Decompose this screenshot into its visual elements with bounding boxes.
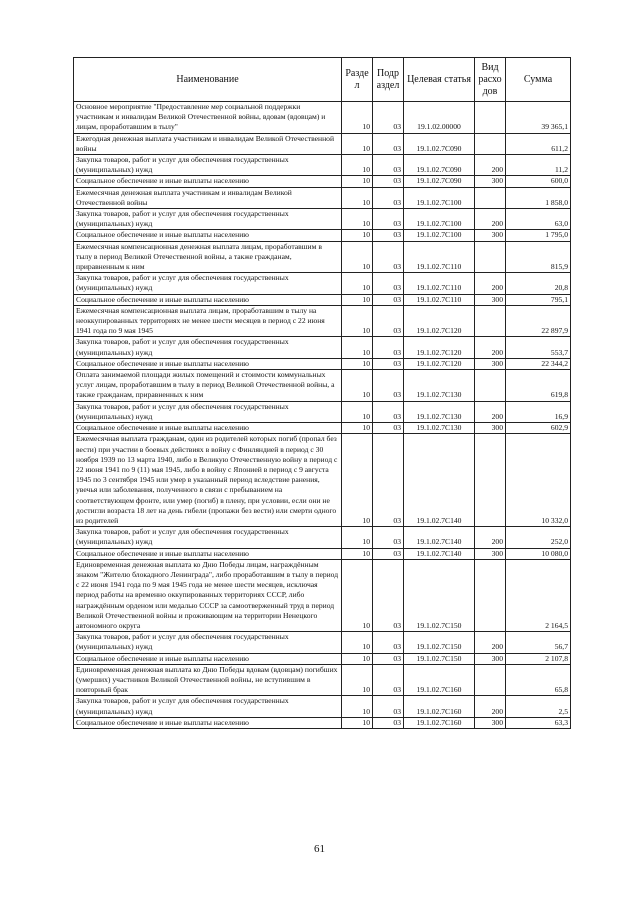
cell-subsection: 03 [373,527,404,548]
table-row [74,294,571,305]
cell-expense-type [475,102,506,134]
header-amount: Сумма [506,58,571,102]
cell-amount: 2,5 [506,696,571,717]
cell-subsection: 03 [373,559,404,631]
cell-name: Ежемесячная компенсационная выплата лицам, проработавшим в тылу на неоккупированных территориях не менее шести месяцев в период с 22 июня 1941 года по 9 мая 1945 [74,305,342,337]
table-row [74,717,571,728]
cell-section: 10 [342,548,373,559]
cell-name: Единовременная денежная выплата ко Дню Победы лицам, награждённым знаком "Жителю блокадного Ленинграда", либо проработавшим в тылу в период с 22 июня 1941 года по 9 мая 1945 года не менее шести месяцев, исключая период работы на временно оккупированных территориях СССР, либо награждённым орденом или медалью СССР за самоотверженный труд в период Великой Отечественной войны и проживающим на территории Ненецкого автономного округа [74,559,342,631]
cell-expense-type [475,370,506,402]
cell-name: Закупка товаров, работ и услуг для обеспечения государственных (муниципальных) нужд [74,632,342,653]
cell-subsection: 03 [373,664,404,696]
table-row [74,187,571,208]
cell-target: 19.1.02.7С150 [404,632,475,653]
table-row [74,273,571,294]
header-section: Разде л [342,58,373,102]
cell-amount: 600,0 [506,176,571,187]
cell-name: Социальное обеспечение и иные выплаты населению [74,653,342,664]
cell-expense-type [475,434,506,527]
cell-amount: 22 344,2 [506,358,571,369]
header-name: Наименование [74,58,342,102]
cell-section: 10 [342,370,373,402]
cell-target: 19.1.02.7С100 [404,209,475,230]
header-row [74,58,571,102]
cell-amount: 22 897,9 [506,305,571,337]
cell-expense-type: 300 [475,230,506,241]
table-row [74,358,571,369]
cell-expense-type: 200 [475,337,506,358]
cell-amount: 252,0 [506,527,571,548]
cell-amount: 553,7 [506,337,571,358]
cell-amount: 602,9 [506,423,571,434]
cell-amount: 815,9 [506,241,571,273]
cell-section: 10 [342,187,373,208]
cell-subsection: 03 [373,187,404,208]
cell-target: 19.1.02.7С090 [404,155,475,176]
cell-name: Социальное обеспечение и иные выплаты населению [74,230,342,241]
cell-subsection: 03 [373,423,404,434]
cell-target: 19.1.02.7С130 [404,423,475,434]
cell-expense-type: 300 [475,717,506,728]
cell-name: Оплата занимаемой площади жилых помещений и стоимости коммунальных услуг лицам, проработавшим в тылу в период Великой Отечественной войны, а также гражданам, приравненных к ним [74,370,342,402]
cell-target: 19.1.02.7С140 [404,548,475,559]
cell-expense-type [475,664,506,696]
cell-subsection: 03 [373,434,404,527]
cell-amount: 63,3 [506,717,571,728]
cell-subsection: 03 [373,273,404,294]
cell-name: Ежегодная денежная выплата участникам и инвалидам Великой Отечественной войны [74,133,342,154]
cell-expense-type: 300 [475,358,506,369]
cell-section: 10 [342,133,373,154]
cell-name: Закупка товаров, работ и услуг для обеспечения государственных (муниципальных) нужд [74,155,342,176]
cell-target: 19.1.02.7С110 [404,294,475,305]
table-row [74,559,571,631]
cell-expense-type [475,241,506,273]
cell-name: Единовременная денежная выплата ко Дню Победы вдовам (вдовцам) погибших (умерших) участников Великой Отечественной войны, не вступившим в повторный брак [74,664,342,696]
cell-target: 19.1.02.7С150 [404,653,475,664]
cell-amount: 10 080,0 [506,548,571,559]
cell-name: Социальное обеспечение и иные выплаты населению [74,548,342,559]
cell-expense-type: 200 [475,401,506,422]
cell-target: 19.1.02.00000 [404,102,475,134]
cell-section: 10 [342,273,373,294]
cell-section: 10 [342,155,373,176]
cell-expense-type: 200 [475,155,506,176]
cell-section: 10 [342,305,373,337]
cell-target: 19.1.02.7С140 [404,527,475,548]
cell-subsection: 03 [373,209,404,230]
cell-target: 19.1.02.7С130 [404,370,475,402]
cell-amount: 2 164,5 [506,559,571,631]
header-expense-type: Вид расхо дов [475,58,506,102]
cell-amount: 56,7 [506,632,571,653]
cell-amount: 10 332,0 [506,434,571,527]
cell-name: Ежемесячная выплата гражданам, один из родителей которых погиб (пропал без вести) при участии в боевых действиях в войну с Финляндией в период с 30 ноября 1939 по 13 марта 1940, либо в Великую Отечественную войну в период с 22 июня 1941 по 9 (11) мая 1945, либо в войну с Японией в период с 9 августа 1945 по 3 сентября 1945 или умер в указанный период вследствие ранения, увечья или заболевания, полученного в связи с пребыванием на соответствующем фронте, или умер (погиб) в плену, при условии, если они не достигли возраста 18 лет на день гибели (пропажи без вести) или смерти одного из родителей [74,434,342,527]
cell-target: 19.1.02.7С150 [404,559,475,631]
cell-section: 10 [342,230,373,241]
cell-subsection: 03 [373,337,404,358]
cell-section: 10 [342,294,373,305]
table-row [74,370,571,402]
cell-section: 10 [342,434,373,527]
cell-name: Основное мероприятие "Предоставление мер социальной поддержки участникам и инвалидам Великой Отечественной войны, вдовам (вдовцам) и лицам, проработавшим в тылу" [74,102,342,134]
cell-name: Закупка товаров, работ и услуг для обеспечения государственных (муниципальных) нужд [74,696,342,717]
cell-section: 10 [342,664,373,696]
table-row [74,337,571,358]
cell-name: Социальное обеспечение и иные выплаты населению [74,294,342,305]
cell-section: 10 [342,209,373,230]
cell-section: 10 [342,632,373,653]
cell-expense-type: 300 [475,423,506,434]
cell-target: 19.1.02.7С160 [404,717,475,728]
cell-section: 10 [342,102,373,134]
cell-subsection: 03 [373,230,404,241]
cell-expense-type: 300 [475,548,506,559]
cell-amount: 611,2 [506,133,571,154]
table-row [74,664,571,696]
table-row [74,423,571,434]
table-row [74,548,571,559]
table-row [74,241,571,273]
cell-expense-type: 300 [475,176,506,187]
table-row [74,653,571,664]
cell-name: Закупка товаров, работ и услуг для обеспечения государственных (муниципальных) нужд [74,401,342,422]
table-row [74,209,571,230]
cell-amount: 20,8 [506,273,571,294]
cell-subsection: 03 [373,632,404,653]
cell-amount: 619,8 [506,370,571,402]
cell-amount: 16,9 [506,401,571,422]
budget-table [73,57,571,729]
header-subsection: Подр аздел [373,58,404,102]
cell-name: Ежемесячная компенсационная денежная выплата лицам, проработавшим в тылу в период Великой Отечественной войны, а также гражданам, приравненным к ним [74,241,342,273]
cell-target: 19.1.02.7С100 [404,187,475,208]
cell-name: Социальное обеспечение и иные выплаты населению [74,176,342,187]
table-row [74,155,571,176]
cell-target: 19.1.02.7С160 [404,664,475,696]
cell-subsection: 03 [373,358,404,369]
cell-name: Закупка товаров, работ и услуг для обеспечения государственных (муниципальных) нужд [74,209,342,230]
cell-subsection: 03 [373,176,404,187]
cell-subsection: 03 [373,241,404,273]
cell-expense-type: 300 [475,294,506,305]
cell-target: 19.1.02.7С130 [404,401,475,422]
cell-section: 10 [342,176,373,187]
cell-subsection: 03 [373,401,404,422]
cell-name: Закупка товаров, работ и услуг для обеспечения государственных (муниципальных) нужд [74,273,342,294]
cell-section: 10 [342,241,373,273]
cell-amount: 39 365,1 [506,102,571,134]
cell-name: Социальное обеспечение и иные выплаты населению [74,358,342,369]
table-row [74,133,571,154]
cell-section: 10 [342,696,373,717]
cell-amount: 63,0 [506,209,571,230]
table-row [74,102,571,134]
cell-amount: 11,2 [506,155,571,176]
cell-subsection: 03 [373,717,404,728]
cell-expense-type [475,187,506,208]
table-row [74,401,571,422]
table-row [74,696,571,717]
table-row [74,527,571,548]
cell-section: 10 [342,653,373,664]
cell-expense-type: 200 [475,273,506,294]
cell-expense-type: 300 [475,653,506,664]
cell-expense-type: 200 [475,632,506,653]
cell-section: 10 [342,337,373,358]
cell-target: 19.1.02.7С140 [404,434,475,527]
cell-target: 19.1.02.7С110 [404,241,475,273]
cell-section: 10 [342,559,373,631]
cell-target: 19.1.02.7С160 [404,696,475,717]
table-row [74,176,571,187]
cell-amount: 1 795,0 [506,230,571,241]
cell-expense-type [475,133,506,154]
cell-subsection: 03 [373,294,404,305]
cell-target: 19.1.02.7С120 [404,305,475,337]
cell-section: 10 [342,401,373,422]
cell-name: Ежемесячная денежная выплата участникам и инвалидам Великой Отечественной войны [74,187,342,208]
cell-target: 19.1.02.7С120 [404,358,475,369]
cell-target: 19.1.02.7С090 [404,133,475,154]
cell-target: 19.1.02.7С120 [404,337,475,358]
cell-target: 19.1.02.7С100 [404,230,475,241]
cell-subsection: 03 [373,653,404,664]
cell-expense-type: 200 [475,209,506,230]
cell-target: 19.1.02.7С090 [404,176,475,187]
table-row [74,230,571,241]
cell-name: Закупка товаров, работ и услуг для обеспечения государственных (муниципальных) нужд [74,527,342,548]
cell-subsection: 03 [373,370,404,402]
cell-subsection: 03 [373,102,404,134]
cell-expense-type [475,305,506,337]
cell-target: 19.1.02.7С110 [404,273,475,294]
header-target: Целевая статья [404,58,475,102]
cell-expense-type: 200 [475,527,506,548]
table-row [74,305,571,337]
cell-amount: 795,1 [506,294,571,305]
cell-subsection: 03 [373,305,404,337]
cell-expense-type: 200 [475,696,506,717]
cell-section: 10 [342,717,373,728]
cell-subsection: 03 [373,548,404,559]
cell-subsection: 03 [373,133,404,154]
table-row [74,434,571,527]
cell-section: 10 [342,423,373,434]
cell-section: 10 [342,358,373,369]
cell-subsection: 03 [373,155,404,176]
cell-name: Социальное обеспечение и иные выплаты населению [74,717,342,728]
cell-name: Закупка товаров, работ и услуг для обеспечения государственных (муниципальных) нужд [74,337,342,358]
cell-amount: 65,8 [506,664,571,696]
table-row [74,632,571,653]
cell-amount: 2 107,8 [506,653,571,664]
cell-amount: 1 858,0 [506,187,571,208]
cell-subsection: 03 [373,696,404,717]
page-number: 61 [314,843,325,855]
cell-expense-type [475,559,506,631]
cell-name: Социальное обеспечение и иные выплаты населению [74,423,342,434]
cell-section: 10 [342,527,373,548]
